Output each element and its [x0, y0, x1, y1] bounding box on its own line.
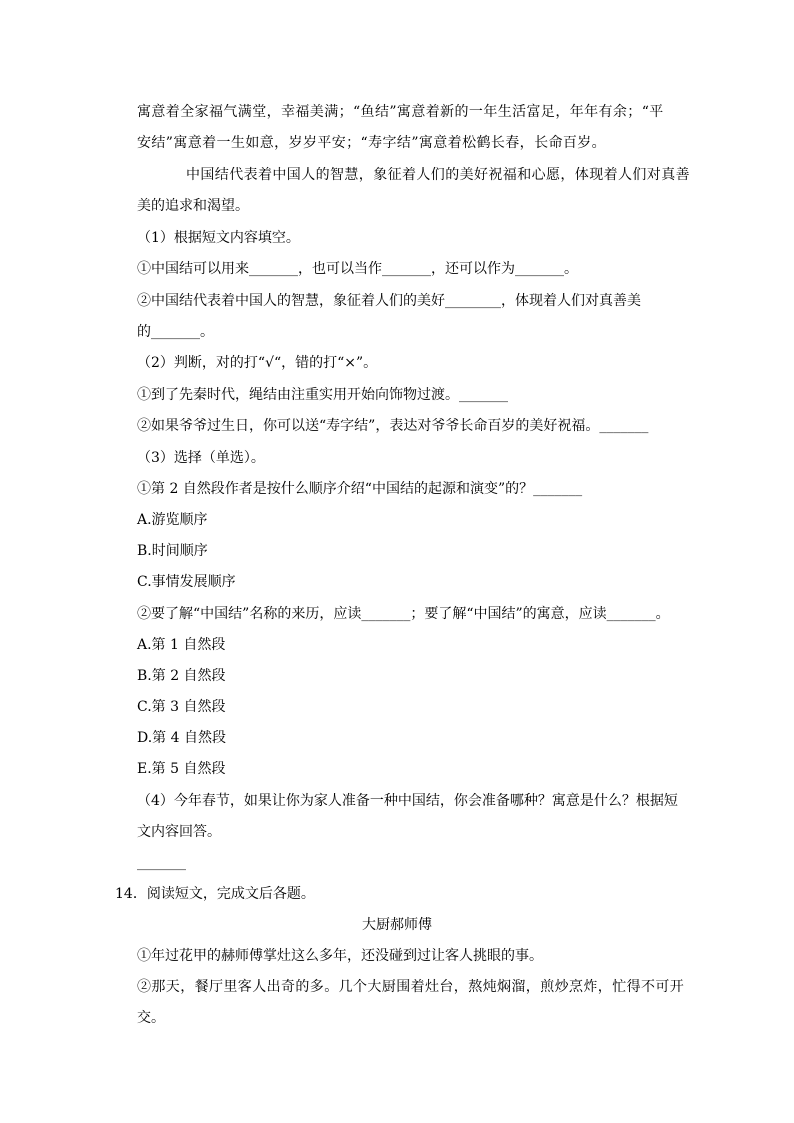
- question-3-item-2: ②要了解“中国结”名称的来历，应读_______；要了解“中国结”的寓意，应读_______。: [137, 606, 670, 622]
- passage-line: 安结”寓意着一生如意，岁岁平安；“寿字结”寓意着松鹤长春，长命百岁。: [137, 135, 607, 151]
- question-14-heading: 14．阅读短文，完成文后各题。: [115, 886, 315, 902]
- option-b: B.时间顺序: [137, 543, 208, 559]
- passage-line: 美的追求和渴望。: [137, 198, 249, 214]
- passage-paragraph-2: ②那天，餐厅里客人出奇的多。几个大厨围着灶台，熬炖焖溜，煎炒烹炸，忙得不可开: [137, 979, 685, 995]
- option-d: D.第 4 自然段: [137, 730, 226, 746]
- passage-paragraph-start: 中国结代表着中国人的智慧，象征着人们的美好祝福和心愿，体现着人们对真善: [186, 167, 690, 183]
- option-a: A.游览顺序: [137, 512, 208, 528]
- question-1-item-2: ②中国结代表着中国人的智慧，象征着人们的美好________，体现着人们对真善美: [137, 293, 641, 309]
- question-1-item-2-cont: 的_______。: [137, 324, 214, 340]
- question-1-item-1: ①中国结可以用来_______，也可以当作_______，还可以作为_______。: [137, 261, 578, 277]
- question-2-item-1: ①到了先秦时代，绳结由注重实用开始向饰物过渡。_______: [137, 387, 508, 403]
- option-b: B.第 2 自然段: [137, 668, 226, 684]
- passage-paragraph-1: ①年过花甲的赫师傅掌灶这么多年，还没碰到过让客人挑眼的事。: [137, 948, 543, 964]
- question-2-item-2: ②如果爷爷过生日，你可以送“寿字结”，表达对爷爷长命百岁的美好祝福。_______: [137, 418, 649, 434]
- question-2-heading: （2）判断，对的打“√“，错的打“×”。: [137, 355, 378, 371]
- question-3-item-1: ①第 2 自然段作者是按什么顺序介绍“中国结的起源和演变”的？_______: [137, 481, 583, 497]
- question-1-heading: （1）根据短文内容填空。: [137, 230, 300, 246]
- question-4-heading: （4）今年春节，如果让你为家人准备一种中国结，你会准备哪种？寓意是什么？根据短: [137, 793, 678, 809]
- passage-paragraph-2-cont: 交。: [137, 1010, 165, 1026]
- question-3-heading: （3）选择（单选）。: [137, 450, 265, 466]
- answer-blank: _______: [137, 855, 186, 871]
- question-4-heading-cont: 文内容回答。: [137, 824, 221, 840]
- passage-line: 寓意着全家福气满堂，幸福美满；“鱼结”寓意着新的一年生活富足，年年有余；“平: [137, 104, 664, 120]
- option-c: C.第 3 自然段: [137, 699, 226, 715]
- option-c: C.事情发展顺序: [137, 574, 236, 590]
- option-e: E.第 5 自然段: [137, 761, 226, 777]
- passage-title: 大厨郝师傅: [362, 917, 432, 933]
- option-a: A.第 1 自然段: [137, 637, 226, 653]
